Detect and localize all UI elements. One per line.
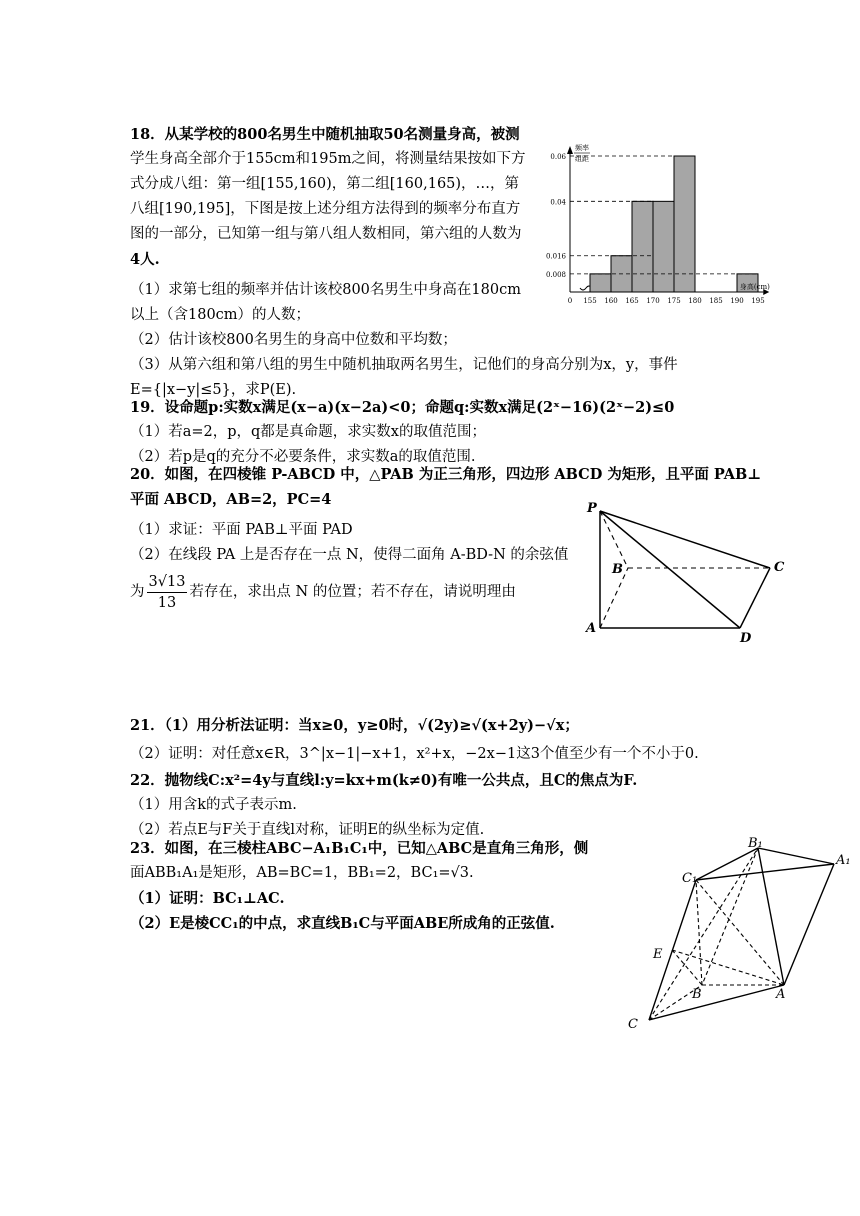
y-axis-label-top: 频率 (575, 144, 589, 152)
fraction-numerator: 3√13 (147, 572, 188, 593)
prism-figure (620, 834, 855, 1034)
y-tick-label: 0.016 (545, 252, 566, 261)
q18-line: 学生身高全部介于155cm和195m之间，将测量结果按如下方 (130, 151, 526, 167)
histogram-bar (653, 201, 674, 292)
x-tick-label: 190 (730, 297, 744, 305)
q20-prefix: 为 (130, 584, 145, 600)
question-22 (130, 768, 840, 843)
q18-line: 18．从某学校的800名男生中随机抽取50名测量身高，被测 (130, 126, 520, 143)
y-tick-label: 0.06 (550, 153, 566, 161)
q20-part2-continued (130, 572, 590, 613)
q22-line: 22．抛物线C:x²=4y与直线l:y=kx+m(k≠0)有唯一公共点，且C的焦点为F. (130, 772, 638, 789)
q20-suffix: 若存在，求出点 N 的位置；若不存在，请说明理由 (189, 584, 516, 600)
q22-line: （2）若点E与F关于直线l对称，证明E的纵坐标为定值. (130, 822, 485, 838)
q21-line: 21．（1）用分析法证明：当x≥0，y≥0时，√(2y)≥√(x+2y)−√x； (130, 717, 579, 734)
vertex-label-c: C (628, 1017, 638, 1032)
vertex-label-a: A (586, 621, 597, 636)
q20-line: 平面 ABCD，AB=2，PC=4 (130, 491, 332, 508)
q20-line: 20．如图，在四棱锥 P-ABCD 中，△PAB 为正三角形，四边形 ABCD 为矩形，且平面 PAB⊥ (130, 466, 762, 483)
y-tick-label: 0.04 (550, 198, 566, 207)
histogram-bar (674, 156, 695, 292)
q18-part: （3）从第六组和第八组的男生中随机抽取两名男生，记他们的身高分别为x，y，事件 (130, 357, 678, 373)
question-21 (130, 712, 840, 768)
vertex-label-a1: A₁ (836, 853, 851, 868)
question-19 (130, 395, 840, 470)
x-tick-label: 155 (583, 297, 597, 305)
vertex-label-d: D (740, 631, 752, 646)
q20-part: （1）求证：平面 PAB⊥平面 PAD (130, 522, 353, 538)
q18-line: 八组[190,195]，下图是按上述分组方法得到的频率分布直方 (130, 201, 521, 217)
q23-line: 23．如图，在三棱柱ABC−A₁B₁C₁中，已知△ABC是直角三角形，侧 (130, 840, 589, 857)
q23-line: （1）证明：BC₁⊥AC. (130, 890, 285, 907)
fraction (147, 572, 188, 613)
q22-line: （1）用含k的式子表示m. (130, 797, 297, 813)
vertex-label-p: P (587, 501, 597, 516)
q18-line: 图的一部分，已知第一组与第八组人数相同，第六组的人数为 (130, 226, 522, 242)
vertex-label-b: B (692, 987, 702, 1002)
x-tick-label: 165 (625, 297, 639, 305)
histogram-bar (632, 201, 653, 292)
q18-line: 4人. (130, 251, 160, 268)
question-18 (130, 122, 550, 272)
y-axis-arrow (567, 146, 573, 154)
vertex-label-b: B (612, 562, 623, 577)
q21-line: （2）证明：对任意x∈R，3^|x−1|−x+1，x²+x，−2x−1这3个值至少有一个不小于0. (130, 746, 699, 762)
vertex-label-c1: C₁ (682, 871, 698, 886)
x-tick-label: 160 (604, 297, 618, 305)
q18-line: 式分成八组：第一组[155,160)，第二组[160,165)，…，第 (130, 176, 520, 192)
x-tick-label: 180 (688, 297, 702, 305)
q19-line: （2）若p是q的充分不必要条件，求实数a的取值范围. (130, 449, 476, 465)
q18-part: E={|x−y|≤5}，求P(E). (130, 382, 297, 398)
x-tick-label: 195 (751, 297, 765, 305)
fraction-denominator: 13 (157, 595, 177, 611)
vertex-label-c: C (774, 560, 785, 575)
q20-part: （2）在线段 PA 上是否存在一点 N，使得二面角 A-BD-N 的余弦值 (130, 547, 569, 563)
x-tick-label: 0 (567, 297, 573, 305)
vertex-label-a: A (776, 987, 786, 1002)
q19-line: 19．设命题p:实数x满足(x−a)(x−2a)<0；命题q:实数x满足(2ˣ−16)(2ˣ−2)≤0 (130, 399, 675, 416)
y-axis-label-bottom: 组距 (575, 155, 589, 163)
y-tick-label: 0.008 (545, 270, 566, 279)
q23-line: （2）E是棱CC₁的中点，求直线B₁C与平面ABE所成角的正弦值. (130, 915, 555, 932)
frequency-histogram (545, 140, 770, 325)
question-20-parts (130, 518, 590, 613)
q18-part: （1）求第七组的频率并估计该校800名男生中身高在180cm (130, 282, 521, 298)
q23-line: 面ABB₁A₁是矩形，AB=BC=1，BB₁=2，BC₁=√3. (130, 865, 474, 881)
x-tick-label: 175 (667, 297, 681, 305)
q18-part: （2）估计该校800名男生的身高中位数和平均数； (130, 332, 457, 348)
histogram-bar (590, 274, 611, 292)
vertex-label-b1: B₁ (748, 836, 763, 851)
x-tick-label: 170 (646, 297, 660, 305)
x-axis-label: 身高(cm) (739, 283, 770, 291)
x-tick-label: 185 (709, 297, 723, 305)
vertex-label-e: E (653, 947, 663, 962)
pyramid-figure (582, 498, 792, 646)
q19-line: （1）若a=2，p，q都是真命题，求实数x的取值范围； (130, 424, 486, 440)
q18-part: 以上（含180cm）的人数； (130, 307, 311, 323)
